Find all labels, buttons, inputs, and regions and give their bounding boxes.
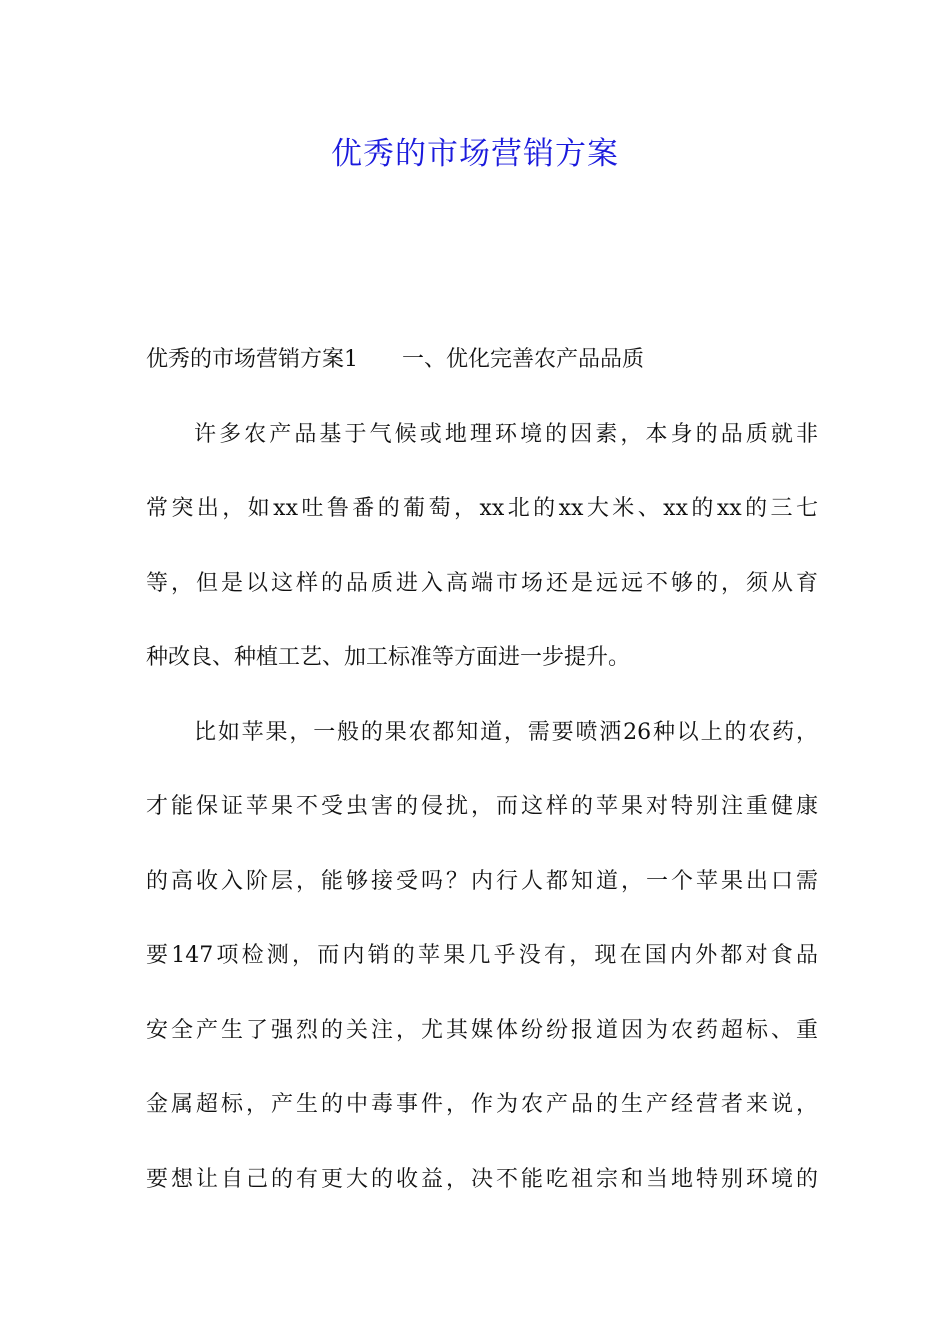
body-line: 的高收入阶层，能够接受吗？内行人都知道，一个苹果出口需 <box>146 868 818 894</box>
body-line: 优秀的市场营销方案1 一、优化完善农产品品质 <box>146 347 644 372</box>
body-line: 要147项检测，而内销的苹果几乎没有，现在国内外都对食品 <box>146 943 818 968</box>
body-line: 才能保证苹果不受虫害的侵扰，而这样的苹果对特别注重健康 <box>146 794 818 819</box>
body-line: 许多农产品基于气候或地理环境的因素，本身的品质就非 <box>194 421 818 447</box>
body-line: 常突出，如xx吐鲁番的葡萄，xx北的xx大米、xx的xx的三七 <box>146 496 818 521</box>
document-title: 优秀的市场营销方案 <box>331 136 619 172</box>
body-line: 等，但是以这样的品质进入高端市场还是远远不够的，须从育 <box>146 570 818 596</box>
body-line: 要想让自己的有更大的收益，决不能吃祖宗和当地特别环境的 <box>146 1166 818 1192</box>
body-line: 比如苹果，一般的果农都知道，需要喷洒26种以上的农药， <box>194 719 818 745</box>
body-line: 安全产生了强烈的关注，尤其媒体纷纷报道因为农药超标、重 <box>146 1017 818 1043</box>
body-line: 种改良、种植工艺、加工标准等方面进一步提升。 <box>146 645 631 670</box>
document-body <box>146 338 818 1232</box>
body-line: 金属超标，产生的中毒事件，作为农产品的生产经营者来说， <box>146 1092 818 1117</box>
